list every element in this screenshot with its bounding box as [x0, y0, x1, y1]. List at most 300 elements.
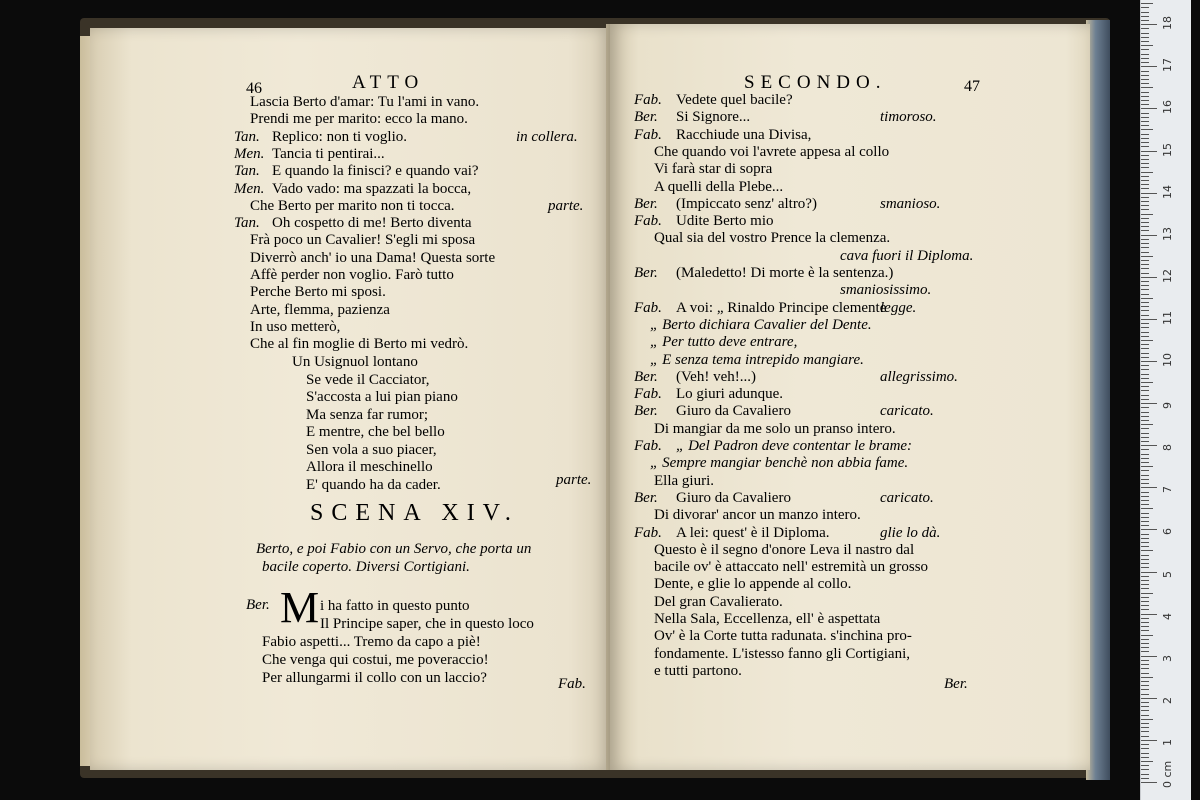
ruler-tick	[1141, 62, 1149, 63]
ruler-tick	[1141, 58, 1149, 59]
ruler-tick	[1141, 731, 1149, 732]
ruler-tick	[1141, 79, 1149, 80]
ruler-tick	[1141, 479, 1149, 480]
ruler-tick	[1141, 369, 1149, 370]
ruler-tick	[1141, 289, 1149, 290]
ruler-tick	[1141, 323, 1149, 324]
ruler-tick	[1141, 761, 1153, 762]
speaker-label: Fab.	[634, 213, 662, 230]
ruler-tick	[1141, 445, 1157, 446]
ber-line: Per allungarmi il collo con un laccio?	[262, 670, 487, 686]
dialogue-line: (Impiccato senz' altro?)	[676, 195, 817, 212]
ruler-tick	[1141, 563, 1149, 564]
dialogue-line: Racchiude una Divisa,	[676, 126, 812, 143]
dialogue-line: Nella Sala, Eccellenza, ell' è aspettata	[654, 611, 881, 627]
ruler-tick	[1141, 390, 1149, 391]
speaker-label: Fab.	[634, 438, 662, 454]
ruler-tick	[1141, 757, 1149, 758]
ruler-tick	[1141, 584, 1149, 585]
ruler-tick	[1141, 504, 1149, 505]
ruler-tick	[1141, 315, 1149, 316]
ruler-tick	[1141, 332, 1149, 333]
ruler-tick	[1141, 121, 1149, 122]
ruler-label: 0 cm	[1161, 760, 1174, 788]
ruler-tick	[1141, 172, 1153, 173]
ruler-label: 15	[1161, 142, 1174, 157]
ruler-tick	[1141, 542, 1149, 543]
ruler-tick	[1141, 521, 1149, 522]
ruler-tick	[1141, 740, 1157, 741]
ruler-tick	[1141, 588, 1149, 589]
dialogue-line: Di mangiar da me solo un pranso intero.	[654, 420, 896, 437]
ruler-tick	[1141, 765, 1149, 766]
ruler-tick	[1141, 572, 1157, 573]
ruler-tick	[1141, 268, 1149, 269]
dialogue-line: In uso metterò,	[250, 318, 341, 335]
ber-line: Che venga qui costui, me poveraccio!	[262, 652, 489, 668]
dialogue-line: Di divorar' ancor un manzo intero.	[654, 507, 861, 524]
speaker-label: Ber.	[634, 403, 658, 420]
ruler-tick	[1141, 193, 1157, 194]
ruler-tick	[1141, 534, 1149, 535]
ruler-tick	[1141, 441, 1149, 442]
stage-direction: smanioso.	[880, 195, 941, 212]
ruler-tick	[1141, 260, 1149, 261]
ruler-tick	[1141, 33, 1149, 34]
ruler-tick	[1141, 614, 1157, 615]
ruler-tick	[1141, 689, 1149, 690]
ruler-tick	[1141, 41, 1149, 42]
ruler-tick	[1141, 281, 1149, 282]
song-end-note: parte.	[556, 472, 592, 488]
ruler-tick	[1141, 656, 1157, 657]
dialogue-line: A quelli della Plebe...	[654, 178, 784, 195]
ruler-tick	[1141, 626, 1149, 627]
ruler-label: 5	[1161, 570, 1174, 578]
left-page-number: 46	[246, 80, 262, 97]
ruler-tick	[1141, 496, 1149, 497]
ruler-label: 1	[1161, 738, 1174, 746]
ruler-tick	[1141, 412, 1149, 413]
ruler-tick	[1141, 344, 1149, 345]
dialogue-line: Questo è il segno d'onore Leva il nastro dal	[654, 541, 915, 558]
dialogue-line: Tancia ti pentirai...	[272, 145, 385, 162]
song-line: Se vede il Cacciator,	[306, 371, 430, 388]
ruler-tick	[1141, 151, 1157, 152]
speaker-label: Fab.	[634, 524, 662, 541]
ruler-tick	[1141, 180, 1149, 181]
speaker-label: Ber.	[634, 368, 658, 385]
ruler-tick	[1141, 96, 1149, 97]
ruler-tick	[1141, 651, 1149, 652]
speaker-label: Fab.	[634, 299, 662, 316]
ruler-tick	[1141, 753, 1149, 754]
song-line: Sen vola a suo piacer,	[306, 441, 437, 458]
speaker-label: Men.	[234, 180, 265, 197]
speaker-label: Tan.	[234, 163, 260, 180]
ruler-tick	[1141, 508, 1153, 509]
scene-title: SCENA XIV.	[310, 500, 519, 526]
ruler-tick	[1141, 593, 1153, 594]
ruler-label: 11	[1161, 310, 1174, 325]
ruler-tick	[1141, 142, 1149, 143]
stage-direction: caricato.	[880, 403, 934, 420]
ruler-tick	[1141, 462, 1149, 463]
ruler-label: 3	[1161, 654, 1174, 662]
ruler-tick	[1141, 37, 1149, 38]
measurement-ruler	[1140, 0, 1191, 800]
ber-speaker: Ber.	[246, 597, 270, 613]
ruler-tick	[1141, 580, 1149, 581]
ruler-tick	[1141, 647, 1149, 648]
ruler-tick	[1141, 538, 1149, 539]
ruler-tick	[1141, 597, 1149, 598]
ruler-tick	[1141, 239, 1149, 240]
ruler-tick	[1141, 386, 1149, 387]
ruler-tick	[1141, 298, 1153, 299]
ruler-label: 6	[1161, 528, 1174, 536]
ruler-tick	[1141, 348, 1149, 349]
ruler-tick	[1141, 555, 1149, 556]
speaker-label: Ber.	[634, 195, 658, 212]
ruler-tick	[1141, 28, 1149, 29]
ruler-tick	[1141, 466, 1153, 467]
dialogue-line: Che quando voi l'avrete appesa al collo	[654, 143, 890, 160]
dialogue-line: Giuro da Cavaliero	[676, 489, 791, 506]
drop-cap: M	[280, 583, 320, 632]
stage-direction: timoroso.	[880, 109, 937, 126]
dialogue-line: Dente, e glie lo appende al collo.	[654, 576, 852, 593]
ruler-tick	[1141, 630, 1149, 631]
ruler-tick	[1141, 702, 1149, 703]
ruler-tick	[1141, 677, 1153, 678]
ruler-tick	[1141, 559, 1149, 560]
speaker-label: Fab.	[634, 126, 662, 143]
ruler-tick	[1141, 209, 1149, 210]
ruler-tick	[1141, 635, 1153, 636]
dialogue-line: fondamente. L'istesso fanno gli Cortigiani,	[654, 645, 910, 662]
ber-line: Il Principe saper, che in questo loco	[320, 616, 534, 632]
song-line: E mentre, che bel bello	[306, 424, 445, 440]
ruler-tick	[1141, 3, 1153, 4]
ruler-tick	[1141, 576, 1149, 577]
ruler-tick	[1141, 327, 1149, 328]
ruler-tick	[1141, 395, 1149, 396]
ruler-tick	[1141, 382, 1153, 383]
dialogue-line: Lascia Berto d'amar: Tu l'ami in vano.	[250, 94, 480, 110]
speaker-label: Ber.	[634, 265, 658, 281]
ruler-tick	[1141, 24, 1157, 25]
ruler-tick	[1141, 449, 1149, 450]
dialogue-line: Ov' è la Corte tutta radunata. s'inchina pro-	[654, 628, 912, 645]
ruler-tick	[1141, 45, 1153, 46]
ruler-tick	[1141, 673, 1149, 674]
ruler-tick	[1141, 310, 1149, 311]
dialogue-line: Del gran Cavalierato.	[654, 593, 783, 610]
ruler-tick	[1141, 66, 1157, 67]
ruler-tick	[1141, 129, 1153, 130]
ruler-tick	[1141, 769, 1149, 770]
ruler-tick	[1141, 214, 1153, 215]
ruler-tick	[1141, 188, 1149, 189]
ruler-tick	[1141, 681, 1149, 682]
dialogue-line: „ Per tutto deve entrare,	[650, 334, 798, 351]
song-line: Allora il meschinello	[306, 459, 433, 475]
ruler-tick	[1141, 664, 1149, 665]
ruler-tick	[1141, 7, 1149, 8]
ruler-tick	[1141, 159, 1149, 160]
dialogue-line: Giuro da Cavaliero	[676, 403, 791, 420]
dialogue-line: Che al fin moglie di Berto mi vedrò.	[250, 336, 469, 353]
ruler-tick	[1141, 235, 1157, 236]
ruler-tick	[1141, 470, 1149, 471]
stage-direction: smaniosissimo.	[840, 282, 932, 299]
ruler-tick	[1141, 252, 1149, 253]
ruler-tick	[1141, 736, 1149, 737]
ruler-tick	[1141, 605, 1149, 606]
right-page-number: 47	[964, 78, 980, 95]
ruler-tick	[1141, 706, 1149, 707]
dialogue-line: Lo giuri adunque.	[676, 386, 784, 403]
left-page-header: ATTO	[352, 72, 425, 93]
ruler-tick	[1141, 49, 1149, 50]
ruler-label: 4	[1161, 612, 1174, 620]
dialogue-line: Diverrò anch' io una Dama! Questa sorte	[250, 249, 496, 266]
ruler-tick	[1141, 113, 1149, 114]
ruler-tick	[1141, 353, 1149, 354]
ruler-tick	[1141, 622, 1149, 623]
ruler-tick	[1141, 487, 1157, 488]
ruler-label: 10	[1161, 353, 1174, 367]
ruler-tick	[1141, 340, 1153, 341]
ber-line: i ha fatto in questo punto	[320, 598, 470, 614]
ruler-tick	[1141, 433, 1149, 434]
ruler-tick	[1141, 698, 1157, 699]
speaker-label: Tan.	[234, 215, 260, 232]
ruler-tick	[1141, 458, 1149, 459]
ruler-tick	[1141, 20, 1149, 21]
ruler-tick	[1141, 500, 1149, 501]
song-line: Un Usignuol lontano	[292, 354, 418, 370]
dialogue-line: (Veh! veh!...)	[676, 368, 756, 385]
ruler-tick	[1141, 205, 1149, 206]
ruler-tick	[1141, 567, 1149, 568]
ruler-tick	[1141, 778, 1149, 779]
ruler-tick	[1141, 302, 1149, 303]
ruler-tick	[1141, 104, 1149, 105]
ruler-tick	[1141, 184, 1149, 185]
speaker-label: Fab.	[634, 386, 662, 403]
ruler-tick	[1141, 529, 1157, 530]
scene-description-1: Berto, e poi Fabio con un Servo, che porta un	[256, 541, 532, 557]
ruler-tick	[1141, 108, 1157, 109]
ruler-tick	[1141, 83, 1149, 84]
stage-direction: glie lo dà.	[880, 524, 941, 541]
dialogue-line: e tutti partono.	[654, 662, 742, 679]
ruler-label: 18	[1161, 16, 1174, 31]
ruler-tick	[1141, 710, 1149, 711]
dialogue-line: bacile ov' è attaccato nell' estremità un grosso	[654, 559, 929, 576]
ruler-tick	[1141, 277, 1157, 278]
dialogue-line: Oh cospetto di me! Berto diventa	[272, 215, 472, 232]
dialogue-line: Perche Berto mi sposi.	[250, 284, 386, 301]
dialogue-line: A voi: „ Rinaldo Principe clemente	[676, 299, 887, 316]
ruler-tick	[1141, 609, 1149, 610]
ruler-tick	[1141, 87, 1153, 88]
dialogue-line: Ella giuri.	[654, 472, 714, 489]
dialogue-line: Affè perder non voglio. Farò tutto	[250, 267, 454, 283]
ruler-tick	[1141, 744, 1149, 745]
ruler-tick	[1141, 243, 1149, 244]
ruler-tick	[1141, 357, 1149, 358]
right-catchword: Ber.	[944, 676, 968, 692]
ruler-tick	[1141, 117, 1149, 118]
dialogue-line: „ Del Padron deve contentar le brame:	[676, 438, 913, 454]
speaker-label: Tan.	[234, 128, 260, 145]
ruler-tick	[1141, 403, 1157, 404]
ruler-tick	[1141, 71, 1149, 72]
ruler-label: 13	[1161, 226, 1174, 241]
ruler-label: 14	[1161, 184, 1174, 199]
ruler-label: 12	[1161, 268, 1174, 283]
dialogue-line: A lei: quest' è il Diploma.	[676, 524, 830, 541]
ruler-tick	[1141, 125, 1149, 126]
ruler-label: 16	[1161, 100, 1174, 115]
ruler-tick	[1141, 399, 1149, 400]
stage-direction: cava fuori il Diploma.	[840, 247, 974, 264]
song-line: Ma senza far rumor;	[306, 406, 429, 423]
ruler-tick	[1141, 319, 1157, 320]
ruler-tick	[1141, 176, 1149, 177]
ruler-tick	[1141, 643, 1149, 644]
ruler-tick	[1141, 424, 1153, 425]
speaker-label: Ber.	[634, 489, 658, 506]
dialogue-line: „ Berto dichiara Cavalier del Dente.	[650, 316, 872, 333]
ruler-tick	[1141, 16, 1149, 17]
ruler-tick	[1141, 774, 1149, 775]
ruler-label: 17	[1161, 58, 1174, 73]
ruler-tick	[1141, 685, 1149, 686]
ruler-tick	[1141, 428, 1149, 429]
dialogue-line: Frà poco un Cavalier! S'egli mi sposa	[250, 232, 476, 249]
ruler-tick	[1141, 336, 1149, 337]
ruler-tick	[1141, 273, 1149, 274]
ruler-tick	[1141, 416, 1149, 417]
dialogue-line: Prendi me per marito: ecco la mano.	[250, 111, 468, 128]
ruler-tick	[1141, 525, 1149, 526]
ruler-tick	[1141, 306, 1149, 307]
stage-direction: legge.	[880, 299, 917, 316]
ruler-tick	[1141, 361, 1157, 362]
ruler-tick	[1141, 256, 1153, 257]
ruler-tick	[1141, 146, 1149, 147]
speaker-label: Fab.	[634, 92, 662, 108]
ruler-tick	[1141, 226, 1149, 227]
ruler-tick	[1141, 285, 1149, 286]
speaker-label: Men.	[234, 145, 265, 162]
ruler-tick	[1141, 294, 1149, 295]
ruler-tick	[1141, 134, 1149, 135]
dialogue-line: Vedete quel bacile?	[676, 92, 793, 108]
ruler-tick	[1141, 719, 1153, 720]
ruler-tick	[1141, 100, 1149, 101]
ruler-tick	[1141, 92, 1149, 93]
ruler-tick	[1141, 420, 1149, 421]
stage-direction: caricato.	[880, 489, 934, 506]
scene-description-2: bacile coperto. Diversi Cortigiani.	[262, 559, 470, 575]
dialogue-line: „ Sempre mangiar benchè non abbia fame.	[650, 455, 909, 472]
ruler-tick	[1141, 75, 1149, 76]
ruler-tick	[1141, 475, 1149, 476]
ruler-tick	[1141, 247, 1149, 248]
ruler-tick	[1141, 167, 1149, 168]
ruler-label: 2	[1161, 696, 1174, 704]
dialogue-line: „ E senza tema intrepido mangiare.	[650, 351, 864, 368]
ruler-tick	[1141, 454, 1149, 455]
ruler-tick	[1141, 694, 1149, 695]
left-catchword: Fab.	[558, 676, 586, 692]
ruler-tick	[1141, 12, 1149, 13]
speaker-label: Ber.	[634, 109, 658, 126]
ruler-tick	[1141, 546, 1149, 547]
dialogue-line: (Maledetto! Di morte è la sentenza.)	[676, 265, 894, 281]
ruler-tick	[1141, 517, 1149, 518]
ruler-tick	[1141, 513, 1149, 514]
dialogue-line: Che Berto per marito non ti tocca.	[250, 197, 455, 214]
dialogue-line: Vado vado: ma spazzati la bocca,	[272, 180, 472, 197]
ruler-tick	[1141, 138, 1149, 139]
dialogue-line: Udite Berto mio	[676, 213, 774, 230]
ruler-tick	[1141, 601, 1149, 602]
ruler-tick	[1141, 483, 1149, 484]
ruler-tick	[1141, 230, 1149, 231]
ruler-tick	[1141, 374, 1149, 375]
ruler-tick	[1141, 639, 1149, 640]
ruler-tick	[1141, 715, 1149, 716]
ruler-tick	[1141, 782, 1157, 783]
ruler-tick	[1141, 163, 1149, 164]
ruler-tick	[1141, 264, 1149, 265]
ruler-tick	[1141, 492, 1149, 493]
ber-line: Fabio aspetti... Tremo da capo a piè!	[262, 634, 481, 650]
ruler-tick	[1141, 668, 1149, 669]
dialogue-line: Si Signore...	[676, 109, 751, 126]
dialogue-line: Replico: non ti voglio.	[272, 128, 407, 145]
ruler-tick	[1141, 727, 1149, 728]
dialogue-line: Qual sia del vostro Prence la clemenza.	[654, 230, 891, 247]
ruler-tick	[1141, 660, 1149, 661]
ruler-tick	[1141, 365, 1149, 366]
ruler-label: 8	[1161, 444, 1174, 452]
song-line: S'accosta a lui pian piano	[306, 389, 458, 405]
song-line: E' quando ha da cader.	[306, 476, 441, 493]
stage-direction: allegrissimo.	[880, 368, 958, 385]
ruler-tick	[1141, 201, 1149, 202]
ruler-label: 7	[1161, 486, 1174, 494]
ruler-tick	[1141, 218, 1149, 219]
ruler-tick	[1141, 155, 1149, 156]
ruler-tick	[1141, 723, 1149, 724]
dialogue-line: Arte, flemma, pazienza	[250, 301, 390, 318]
right-page-header: SECONDO.	[744, 72, 887, 93]
ruler-tick	[1141, 618, 1149, 619]
ruler-tick	[1141, 748, 1149, 749]
ruler-tick	[1141, 407, 1149, 408]
ruler-tick	[1141, 197, 1149, 198]
dialogue-line: E quando la finisci? e quando vai?	[272, 163, 479, 180]
ruler-tick	[1141, 550, 1153, 551]
stage-direction: in collera.	[516, 128, 578, 145]
